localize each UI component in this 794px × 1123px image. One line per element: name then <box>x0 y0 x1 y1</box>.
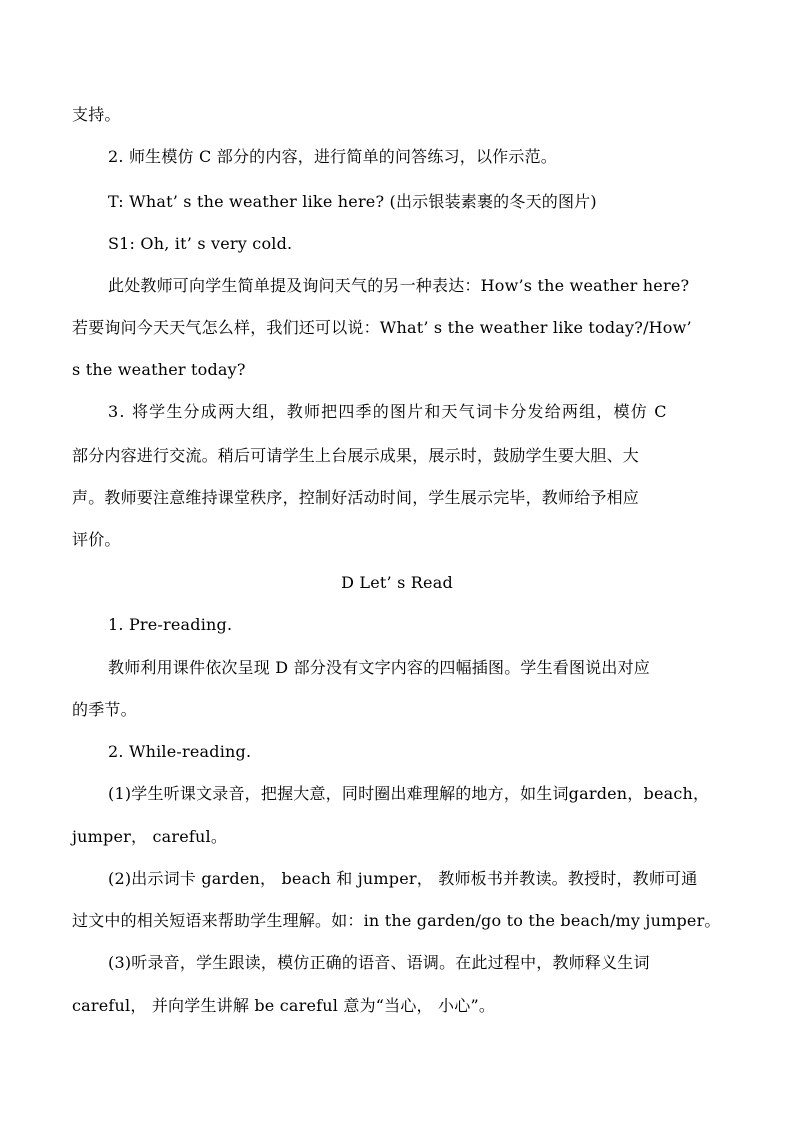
text-line: (1)学生听课文录音，把握大意，同时圈出难理解的地方，如生词garden，beach， <box>108 784 710 803</box>
text-line: (2)出示词卡 garden， beach 和 jumper， 教师板书并教读。教授时，教师可通 <box>108 869 698 888</box>
text-line: T: What’ s the weather like here? (出示银装素裹的冬天的图片) <box>108 192 597 211</box>
text-line: 声。教师要注意维持课堂秩序，控制好活动时间，学生展示完毕，教师给予相应 <box>72 488 640 507</box>
text-line: s the weather today? <box>72 360 246 379</box>
text-line: 3. 将学生分成两大组，教师把四季的图片和天气词卡分发给两组，模仿 C <box>108 402 668 421</box>
text-line: 过文中的相关短语来帮助学生理解。如：in the garden/go to the beach/my jumper。 <box>72 911 721 930</box>
section-heading: D Let’ s Read <box>341 573 453 592</box>
text-line: S1: Oh, it’ s very cold. <box>108 234 293 253</box>
text-line: (3)听录音，学生跟读，模仿正确的语音、语调。在此过程中，教师释义生词 <box>108 953 650 972</box>
text-line: 评价。 <box>72 530 121 549</box>
text-line: 的季节。 <box>72 700 137 719</box>
text-line: 此处教师可向学生简单提及询问天气的另一种表达：How’s the weather here? <box>108 276 690 295</box>
text-line: jumper， careful。 <box>72 827 228 846</box>
text-line: 支持。 <box>72 105 121 124</box>
text-line: 2. While-reading. <box>108 742 252 761</box>
text-line: 教师利用课件依次呈现 D 部分没有文字内容的四幅插图。学生看图说出对应 <box>108 658 651 677</box>
text-line: 2. 师生模仿 C 部分的内容，进行简单的问答练习，以作示范。 <box>108 147 557 166</box>
text-line: careful， 并向学生讲解 be careful 意为“当心， 小心”。 <box>72 996 496 1015</box>
text-line: 部分内容进行交流。稍后可请学生上台展示成果，展示时，鼓励学生要大胆、大 <box>72 446 640 465</box>
text-line: 若要询问今天天气怎么样，我们还可以说：What’ s the weather like today?/How’ <box>72 318 692 337</box>
text-line: 1. Pre-reading. <box>108 615 233 634</box>
